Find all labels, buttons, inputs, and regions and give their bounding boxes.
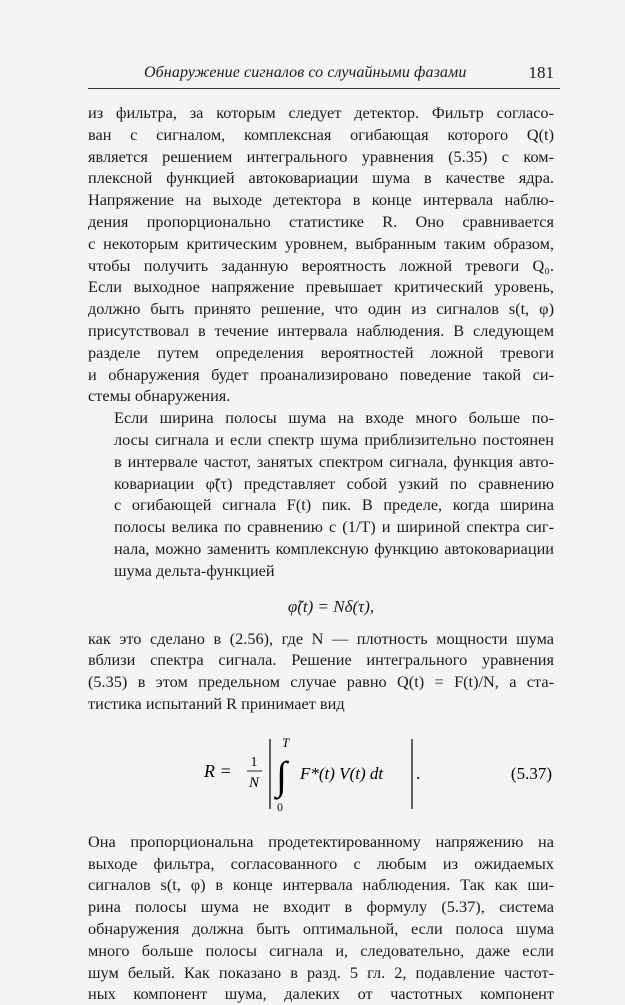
text-line: обнаружения должна быть оптимальной, если полоса шума (88, 918, 554, 938)
text-line: Она пропорциональна продетектированному напряжению на (88, 831, 554, 851)
text-line: стемы обнаружения. (88, 386, 231, 406)
text-line: чтобы получить заданную вероятность ложной тревоги Q₀. (88, 255, 554, 275)
text-line: является решением интегрального уравнения (5.35) с ком- (88, 146, 554, 166)
text-line: присутствовал в течение интервала наблюдения. В следующем (88, 320, 554, 340)
text-line: шум белый. Как показано в разд. 5 гл. 2, подавление частот- (88, 962, 554, 982)
text-line: плексной функцией автоковариации шума в качестве ядра. (88, 168, 554, 188)
text-line: как это сделано в (2.56), где N — плотность мощности шума (88, 628, 554, 648)
text-line: Если ширина полосы шума на входе много больше по- (114, 408, 554, 428)
equation-number: (5.37) (510, 763, 552, 783)
running-title: Обнаружение сигналов со случайными фазами (144, 64, 467, 81)
text-line: вблизи спектра сигнала. Решение интегрального уравнения (88, 650, 554, 670)
fraction-numerator: 1 (250, 754, 258, 770)
paragraph-3 (88, 628, 554, 715)
formula-delta: φ̃(t) = Nδ(τ), (287, 596, 375, 616)
formula-lhs: R = (204, 760, 232, 781)
text-line: и обнаружения будет проанализировано поведение такой си- (88, 364, 554, 384)
fraction-denominator: N (248, 774, 260, 791)
text-line: дения пропорционально статистике R. Оно сравнивается (88, 211, 554, 231)
text-line: должно быть принято решение, что один из сигналов s(t, φ) (88, 299, 554, 319)
page-number: 181 (528, 63, 554, 82)
text-line: тистика испытаний R принимает вид (88, 693, 345, 713)
lower-limit: 0 (277, 799, 283, 814)
text-line: ковариации φ̃(τ) представляет собой узкий по сравнению (114, 473, 554, 493)
text-line: полосы велика по сравнению с (1/T) и шириной спектра сиг- (114, 517, 554, 537)
body-text (88, 102, 554, 1005)
text-line: нала, можно заменить комплексную функцию автоковариации (114, 538, 554, 558)
text-line: Если выходное напряжение превышает критический уровень, (88, 277, 554, 297)
upper-limit: T (282, 734, 290, 750)
text-line: разделе путем определения вероятностей ложной тревоги (88, 342, 554, 362)
formula-period: . (416, 763, 421, 783)
text-line: выходе фильтра, согласованного с любым из ожидаемых (88, 853, 554, 873)
text-line: ных компонент шума, далеких от частотных компонент (88, 984, 554, 1004)
text-line: лосы сигнала и если спектр шума приблизительно постоянен (114, 429, 554, 449)
paragraph-2 (88, 407, 554, 581)
paragraph-4 (88, 831, 554, 1005)
formula-5-37 (88, 721, 554, 827)
integral-sign: ∫ (276, 752, 287, 798)
text-line: из фильтра, за которым следует детектор. Фильтр согласо- (88, 103, 554, 122)
text-line: с некоторым критическим уровнем, выбранным таким образом, (88, 233, 554, 253)
text-line: сигналов s(t, φ) в конце интервала наблюдения. Так как ши- (88, 875, 554, 895)
text-line: Напряжение на выходе детектора в конце интервала наблю- (88, 190, 554, 210)
integrand: F*(t) V(t) dt (300, 763, 384, 783)
formula-graphic (204, 727, 554, 817)
text-line: с огибающей сигнала F(t) пик. В пределе, когда ширина (114, 495, 554, 515)
text-line: много больше полосы сигнала и, следовательно, даже если (88, 940, 554, 960)
page-header (88, 62, 560, 89)
text-line: шума дельта-функцией (114, 560, 275, 580)
text-line: в интервале частот, занятых спектром сигнала, функция авто- (114, 451, 554, 471)
paragraph-1 (88, 102, 554, 407)
text-line: рина полосы шума не входит в формулу (5.37), система (88, 897, 554, 917)
text-line: ван с сигналом, комплексная огибающая которого Q(t) (88, 124, 554, 144)
text-line: (5.35) в этом предельном случае равно Q(t) = F(t)/N, а ста- (88, 672, 554, 692)
